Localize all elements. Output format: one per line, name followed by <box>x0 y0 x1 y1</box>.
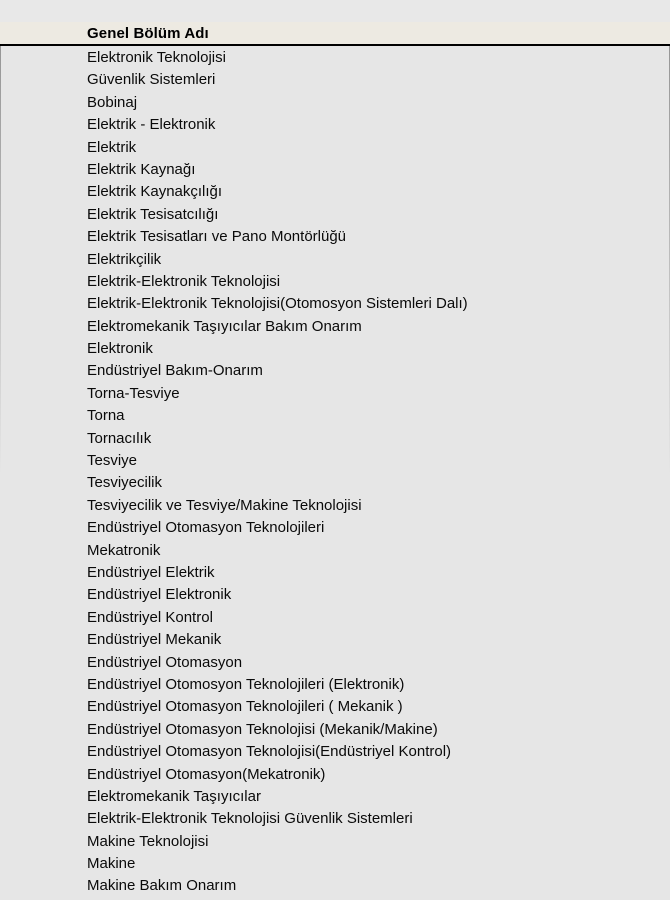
table-row: Torna-Tesviye <box>87 384 180 402</box>
table-body <box>0 46 670 898</box>
table-row: Elektromekanik Taşıyıcılar <box>87 787 261 805</box>
table-row: Endüstriyel Otomasyon Teknolojileri <box>87 519 325 537</box>
table-row: Endüstriyel Otomasyon Teknolojisi (Mekanik/Makine) <box>87 720 438 738</box>
table-row: Tornacılık <box>87 429 152 447</box>
column-header-genel-bolum-adi: Genel Bölüm Adı <box>87 24 209 42</box>
table-row: Endüstriyel Elektrik <box>87 563 215 581</box>
table-row: Makine Teknolojisi <box>87 832 209 850</box>
table-row: Tesviyecilik <box>87 474 163 492</box>
table-row: Elektronik <box>87 340 153 358</box>
table-row: Elektrik-Elektronik Teknolojisi <box>87 272 281 290</box>
table-row: Torna <box>87 407 125 425</box>
table-top-strip <box>0 0 670 22</box>
table-row: Elektrik - Elektronik <box>87 116 216 134</box>
table-row: Tesviye <box>87 452 138 470</box>
table-row: Endüstriyel Elektronik <box>87 586 232 604</box>
table-row: Endüstriyel Mekanik <box>87 631 222 649</box>
table-row: Tesviyecilik ve Tesviye/Makine Teknolojisi <box>87 496 362 514</box>
table-row: Endüstriyel Otomasyon <box>87 653 243 671</box>
table-row: Endüstriyel Otomasyon Teknolojisi(Endüstriyel Kontrol) <box>87 743 452 761</box>
table-header-row <box>0 22 670 46</box>
table-row: Bobinaj <box>87 93 138 111</box>
table-row: Elektrik Kaynakçılığı <box>87 183 223 201</box>
table-row: Endüstriyel Otomasyon(Mekatronik) <box>87 765 326 783</box>
table-row: Güvenlik Sistemleri <box>87 71 216 89</box>
table-row: Elektrikçilik <box>87 250 162 268</box>
table-row: Elektrik-Elektronik Teknolojisi(Otomosyon Sistemleri Dalı) <box>87 295 468 313</box>
table-row: Elektrik Kaynağı <box>87 160 196 178</box>
table-row: Elektrik-Elektronik Teknolojisi Güvenlik Sistemleri <box>87 810 413 828</box>
table-row: Mekatronik <box>87 541 161 559</box>
table-row: Endüstriyel Otomosyon Teknolojileri (Elektronik) <box>87 675 405 693</box>
table-row: Elektromekanik Taşıyıcılar Bakım Onarım <box>87 317 362 335</box>
table-row: Elektrik Tesisatları ve Pano Montörlüğü <box>87 228 347 246</box>
table-row: Elektronik Teknolojisi <box>87 49 226 66</box>
table-row: Elektrik Tesisatcılığı <box>87 205 219 223</box>
table-row: Elektrik <box>87 138 137 156</box>
table-row: Makine Bakım Onarım <box>87 877 237 895</box>
table-row: Makine <box>87 855 136 873</box>
table-row: Endüstriyel Kontrol <box>87 608 213 626</box>
table-row: Endüstriyel Otomasyon Teknolojileri ( Mekanik ) <box>87 698 403 716</box>
table-row: Endüstriyel Bakım-Onarım <box>87 362 263 380</box>
